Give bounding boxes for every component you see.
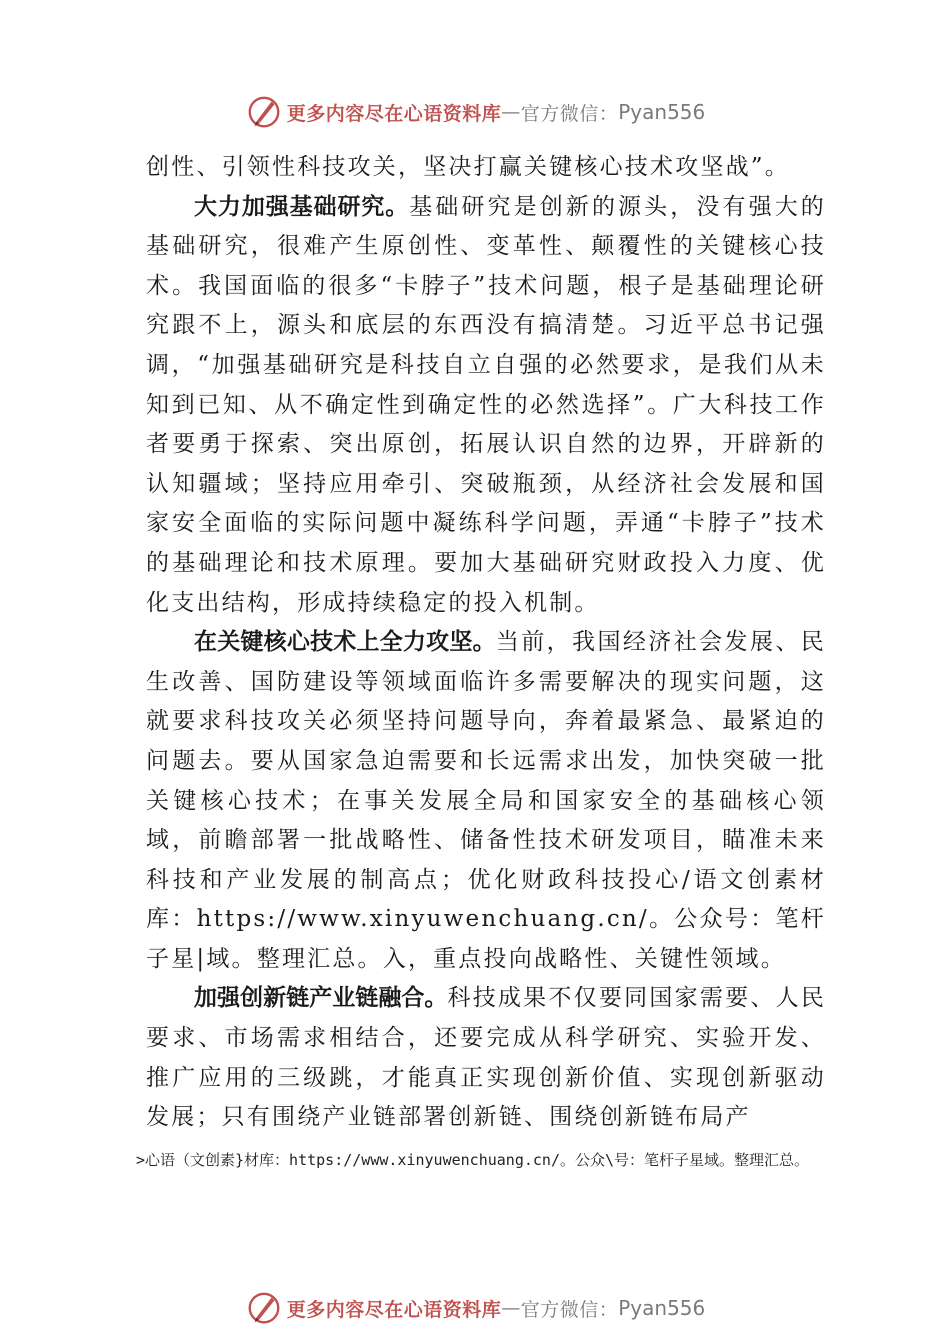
footer-banner xyxy=(0,1288,950,1328)
paragraph-lead: 加强创新链产业链融合。 xyxy=(194,985,448,1012)
paragraph-text: 基础研究是创新的源头，没有强大的基础研究，很难产生原创性、变革性、颠覆性的关键核心技术。我国面临的很多“卡脖子”技术问题，根子是基础理论研究跟不上，源头和底层的东西没有搞清楚。习近平总书记强调，“加强基础研究是科技自立自强的必然要求，是我们从未知到已知、从不确定性到确定性的必然选择”。广大科技工作者要勇于探索、突出原创，拓展认识自然的边界，开辟新的认知疆域；坚持应用牵引、突破瓶颈，从经济社会发展和国家安全面临的实际问题中凝练科学问题，弄通“卡脖子”技术的基础理论和技术原理。要加大基础研究财政投入力度、优化支出结构，形成持续稳定的投入机制。 xyxy=(146,193,827,616)
wechat-id: Pyan556 xyxy=(618,100,706,124)
paragraph-lead: 在关键核心技术上全力攻坚。 xyxy=(194,629,496,656)
wechat-label: 官方微信： xyxy=(520,102,619,125)
paragraph-lead: 大力加强基础研究。 xyxy=(194,193,410,220)
wechat-label: 官方微信： xyxy=(520,1298,619,1321)
header-banner xyxy=(0,92,950,132)
banner-dash: — xyxy=(501,101,521,123)
paragraph-text: 创性、引领性科技攻关，坚决打赢关键核心技术攻坚战”。 xyxy=(146,154,790,180)
paragraph-chain-integration xyxy=(146,979,826,1137)
pen-in-circle-icon xyxy=(245,93,283,131)
pen-in-circle-icon xyxy=(245,1289,283,1327)
banner-dash: — xyxy=(501,1297,521,1319)
paragraph-text: 科技成果不仅要同国家需要、人民要求、市场需求相结合，还要完成从科学研究、实验开发、推广应用的三级跳，才能真正实现创新价值、实现创新驱动发展；只有围绕产业链部署创新链、围绕创新链布局产 xyxy=(146,985,827,1131)
paragraph-core-technology xyxy=(146,623,826,979)
brand-text: 更多内容尽在心语资料库 xyxy=(286,102,502,125)
wechat-id: Pyan556 xyxy=(618,1296,706,1320)
article-body xyxy=(146,148,826,1138)
paragraph-basic-research xyxy=(146,188,826,624)
brand-text: 更多内容尽在心语资料库 xyxy=(286,1298,502,1321)
paragraph-continuation xyxy=(146,148,826,188)
footnote: >心语（文创素}材库：https://www.xinyuwenchuang.cn/。公众\号：笔杆子星域。整理汇总。 xyxy=(136,1151,810,1169)
paragraph-text: 当前，我国经济社会发展、民生改善、国防建设等领域面临许多需要解决的现实问题，这就要求科技攻关必须坚持问题导向，奔着最紧急、最紧迫的问题去。要从国家急迫需要和长远需求出发，加快突破一批关键核心技术；在事关发展全局和国家安全的基础核心领域，前瞻部署一批战略性、储备性技术研发项目，瞄准未来科技和产业发展的制高点；优化财政科技投心/语文创素材库：https://www.xinyuwenchuang.cn/。公众号：笔杆子星|域。整理汇总。入，重点投向战略性、关键性领域。 xyxy=(146,629,826,972)
